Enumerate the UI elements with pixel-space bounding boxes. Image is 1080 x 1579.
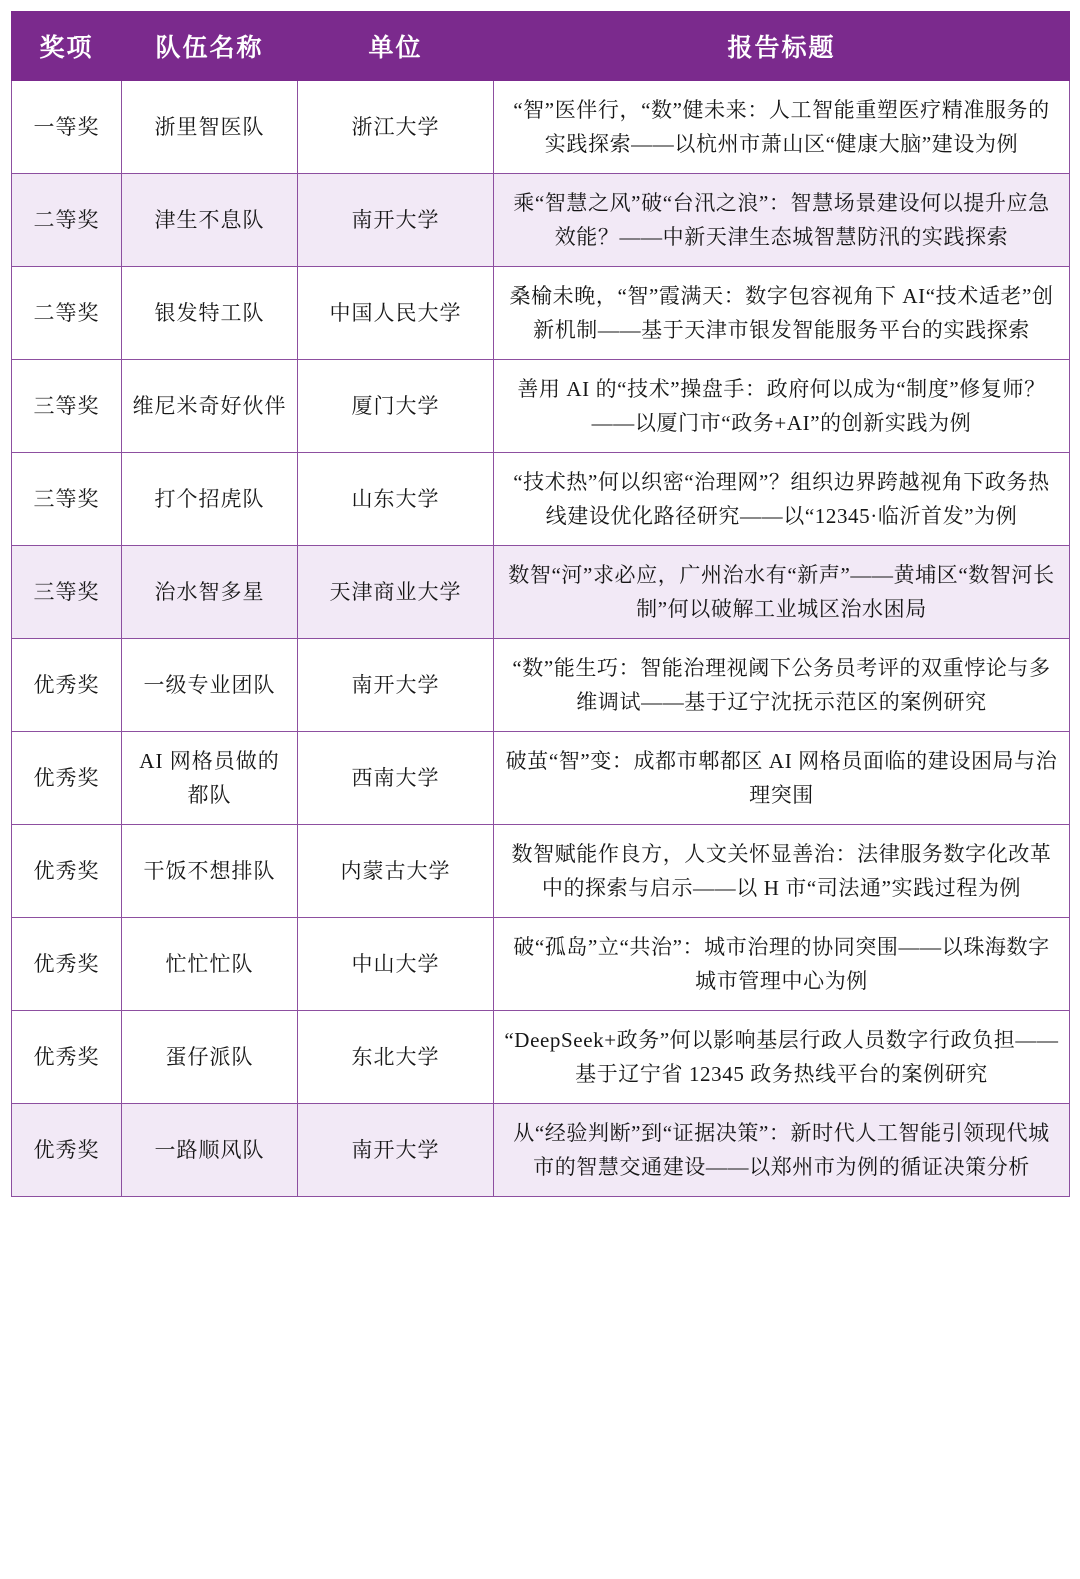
- cell-report-title: 破“孤岛”立“共治”：城市治理的协同突围——以珠海数字城市管理中心为例: [494, 918, 1070, 1011]
- cell-org: 内蒙古大学: [298, 825, 494, 918]
- table-header: [12, 12, 1070, 81]
- cell-report-title: 桑榆未晚，“智”霞满天：数字包容视角下 AI“技术适老”创新机制——基于天津市银发智能服务平台的实践探索: [494, 267, 1070, 360]
- table-row: [12, 546, 1070, 639]
- table-row: [12, 174, 1070, 267]
- cell-award: 三等奖: [12, 453, 122, 546]
- cell-report-title: 乘“智慧之风”破“台汛之浪”：智慧场景建设何以提升应急效能？——中新天津生态城智慧防汛的实践探索: [494, 174, 1070, 267]
- cell-award: 优秀奖: [12, 918, 122, 1011]
- table-body: [12, 81, 1070, 1197]
- cell-report-title: “数”能生巧：智能治理视阈下公务员考评的双重悖论与多维调试——基于辽宁沈抚示范区的案例研究: [494, 639, 1070, 732]
- cell-report-title: 数智赋能作良方，人文关怀显善治：法律服务数字化改革中的探索与启示——以 H 市“司法通”实践过程为例: [494, 825, 1070, 918]
- cell-award: 二等奖: [12, 174, 122, 267]
- cell-org: 浙江大学: [298, 81, 494, 174]
- award-table-container: [0, 11, 1080, 1197]
- cell-award: 优秀奖: [12, 1104, 122, 1197]
- cell-org: 厦门大学: [298, 360, 494, 453]
- cell-team: 银发特工队: [122, 267, 298, 360]
- cell-award: 优秀奖: [12, 732, 122, 825]
- cell-report-title: “技术热”何以织密“治理网”？组织边界跨越视角下政务热线建设优化路径研究——以“12345·临沂首发”为例: [494, 453, 1070, 546]
- table-row: [12, 1011, 1070, 1104]
- cell-team: 浙里智医队: [122, 81, 298, 174]
- table-row: [12, 825, 1070, 918]
- cell-team: 津生不息队: [122, 174, 298, 267]
- cell-org: 南开大学: [298, 174, 494, 267]
- cell-report-title: 善用 AI 的“技术”操盘手：政府何以成为“制度”修复师？——以厦门市“政务+AI”的创新实践为例: [494, 360, 1070, 453]
- cell-report-title: “DeepSeek+政务”何以影响基层行政人员数字行政负担——基于辽宁省 12345 政务热线平台的案例研究: [494, 1011, 1070, 1104]
- column-header-team: 队伍名称: [122, 12, 298, 81]
- award-table: [11, 11, 1070, 1197]
- cell-org: 西南大学: [298, 732, 494, 825]
- cell-team: 维尼米奇好伙伴: [122, 360, 298, 453]
- table-row: [12, 1104, 1070, 1197]
- cell-report-title: 数智“河”求必应，广州治水有“新声”——黄埔区“数智河长制”何以破解工业城区治水困局: [494, 546, 1070, 639]
- cell-report-title: 破茧“智”变：成都市郫都区 AI 网格员面临的建设困局与治理突围: [494, 732, 1070, 825]
- column-header-org: 单位: [298, 12, 494, 81]
- cell-org: 东北大学: [298, 1011, 494, 1104]
- cell-award: 优秀奖: [12, 639, 122, 732]
- cell-team: 打个招虎队: [122, 453, 298, 546]
- cell-team: 一路顺风队: [122, 1104, 298, 1197]
- cell-team: 一级专业团队: [122, 639, 298, 732]
- cell-award: 优秀奖: [12, 825, 122, 918]
- cell-team: 忙忙忙队: [122, 918, 298, 1011]
- cell-award: 三等奖: [12, 360, 122, 453]
- cell-award: 二等奖: [12, 267, 122, 360]
- column-header-award: 奖项: [12, 12, 122, 81]
- cell-org: 南开大学: [298, 1104, 494, 1197]
- cell-report-title: “智”医伴行，“数”健未来：人工智能重塑医疗精准服务的实践探索——以杭州市萧山区“健康大脑”建设为例: [494, 81, 1070, 174]
- cell-org: 山东大学: [298, 453, 494, 546]
- table-row: [12, 267, 1070, 360]
- cell-team: 干饭不想排队: [122, 825, 298, 918]
- table-row: [12, 453, 1070, 546]
- cell-team: AI 网格员做的都队: [122, 732, 298, 825]
- cell-team: 治水智多星: [122, 546, 298, 639]
- cell-team: 蛋仔派队: [122, 1011, 298, 1104]
- cell-report-title: 从“经验判断”到“证据决策”：新时代人工智能引领现代城市的智慧交通建设——以郑州市为例的循证决策分析: [494, 1104, 1070, 1197]
- table-row: [12, 81, 1070, 174]
- table-row: [12, 639, 1070, 732]
- table-header-row: [12, 12, 1070, 81]
- column-header-title: 报告标题: [494, 12, 1070, 81]
- cell-org: 南开大学: [298, 639, 494, 732]
- table-row: [12, 732, 1070, 825]
- cell-org: 天津商业大学: [298, 546, 494, 639]
- table-row: [12, 918, 1070, 1011]
- cell-org: 中国人民大学: [298, 267, 494, 360]
- cell-org: 中山大学: [298, 918, 494, 1011]
- cell-award: 一等奖: [12, 81, 122, 174]
- cell-award: 优秀奖: [12, 1011, 122, 1104]
- table-row: [12, 360, 1070, 453]
- cell-award: 三等奖: [12, 546, 122, 639]
